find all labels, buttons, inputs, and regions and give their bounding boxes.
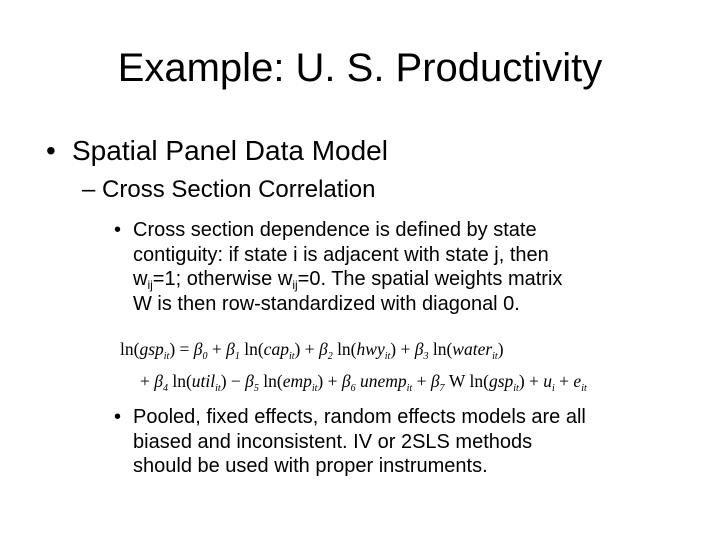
equation-subscript: it — [311, 383, 318, 394]
level3-text — [133, 218, 693, 316]
level3-text — [133, 405, 713, 479]
text-line: contiguity: if state i is adjacent with state j, then — [133, 243, 549, 266]
bullet-icon: • — [114, 219, 122, 241]
equation-line-2 — [140, 370, 587, 392]
equation-text: ln( — [258, 371, 283, 391]
equation-variable: $\beta_5$ — [245, 371, 259, 394]
equation-text: W ln( — [444, 371, 489, 391]
equation-subscript: 5 — [253, 383, 259, 394]
equation-text: ) + — [390, 339, 415, 359]
bullet-icon: • — [114, 406, 122, 428]
equation-variable: gsp$_{it}$ — [488, 371, 519, 394]
equation-text: + — [140, 371, 155, 391]
equation-variable: $\beta_1$ — [226, 339, 240, 362]
equation-variable: $\beta_0$ — [193, 339, 208, 362]
equation-text: ln( — [239, 339, 264, 359]
text-line: W is then row-standardized with diagonal 0. — [133, 292, 520, 315]
subscript: ij — [147, 278, 153, 292]
level2-item — [82, 175, 375, 205]
equation-variable: $u_i$ — [543, 371, 555, 394]
equation-subscript: 6 — [350, 383, 356, 394]
equation-variable: gsp$_{it}$ — [139, 339, 170, 362]
equation-variable: $\beta_3$ — [414, 339, 429, 362]
equation-subscript: it — [384, 351, 391, 362]
equation-variable: util$_{it}$ — [191, 371, 221, 394]
equation-variable: $\beta_4$ — [154, 371, 168, 394]
equation-variable: $\beta_6$ — [341, 371, 356, 394]
equation-text: ln( — [120, 339, 140, 359]
equation-variable: $\beta_7$ — [430, 371, 445, 394]
equation-subscript: 0 — [202, 351, 208, 362]
equation-subscript: it — [513, 383, 519, 394]
level2-text: Cross Section Correlation — [102, 176, 376, 203]
equation-text: ) — [497, 339, 504, 359]
dash-icon: – — [82, 176, 96, 203]
equation-text: ln( — [332, 339, 357, 359]
equation-subscript: it — [406, 383, 413, 394]
equation-text: + — [554, 371, 574, 391]
slide-title: Example: U. S. Productivity — [117, 46, 603, 90]
equation-subscript: 3 — [423, 351, 429, 362]
equation-subscript: it — [163, 351, 170, 362]
equation-text: ) = — [169, 339, 194, 359]
equation-subscript: it — [288, 351, 295, 362]
equation-text: ln( — [428, 339, 453, 359]
equation-variable: hwy$_{it}$ — [356, 339, 391, 362]
bullet-icon: • — [46, 135, 56, 166]
text-run: =1; otherwise w — [152, 268, 293, 290]
text-run: =0. The spatial weights matrix — [297, 268, 563, 290]
equation-subscript: 7 — [439, 383, 445, 394]
text-line: biased and inconsistent. IV or 2SLS methods — [133, 430, 533, 453]
equation-text: + — [207, 339, 227, 359]
equation-subscript: 4 — [162, 383, 168, 394]
equation-line-1 — [120, 338, 504, 360]
text-line: should be used with proper instruments. — [133, 455, 488, 477]
equation-text: ) − — [220, 371, 246, 391]
equation-variable: emp$_{it}$ — [282, 371, 318, 394]
text-line: Cross section dependence is defined by state — [133, 219, 537, 241]
equation-variable: unemp$_{it}$ — [359, 371, 413, 394]
subscript: ij — [292, 278, 298, 292]
level1-text: Spatial Panel Data Model — [72, 135, 388, 166]
text-line — [133, 267, 693, 292]
equation-variable: $e_{it}$ — [573, 371, 587, 394]
equation-subscript: it — [215, 383, 221, 394]
equation-text: ) + — [317, 371, 342, 391]
equation-variable: water$_{it}$ — [452, 339, 498, 362]
text-run: w — [133, 268, 148, 290]
equation-subscript: i — [552, 383, 555, 394]
text-line: Pooled, fixed effects, random effects models are all — [133, 406, 586, 428]
equation-variable: $\beta_2$ — [318, 339, 333, 362]
equation-text: ) + — [518, 371, 544, 391]
equation-text: ln( — [167, 371, 192, 391]
equation-text: ) + — [294, 339, 319, 359]
equation-subscript: 1 — [234, 351, 240, 362]
equation-text: + — [412, 371, 431, 391]
equation-subscript: 2 — [327, 351, 333, 362]
equation-subscript: it — [492, 351, 498, 362]
equation-variable: cap$_{it}$ — [263, 339, 295, 362]
equation-subscript: it — [581, 383, 587, 394]
